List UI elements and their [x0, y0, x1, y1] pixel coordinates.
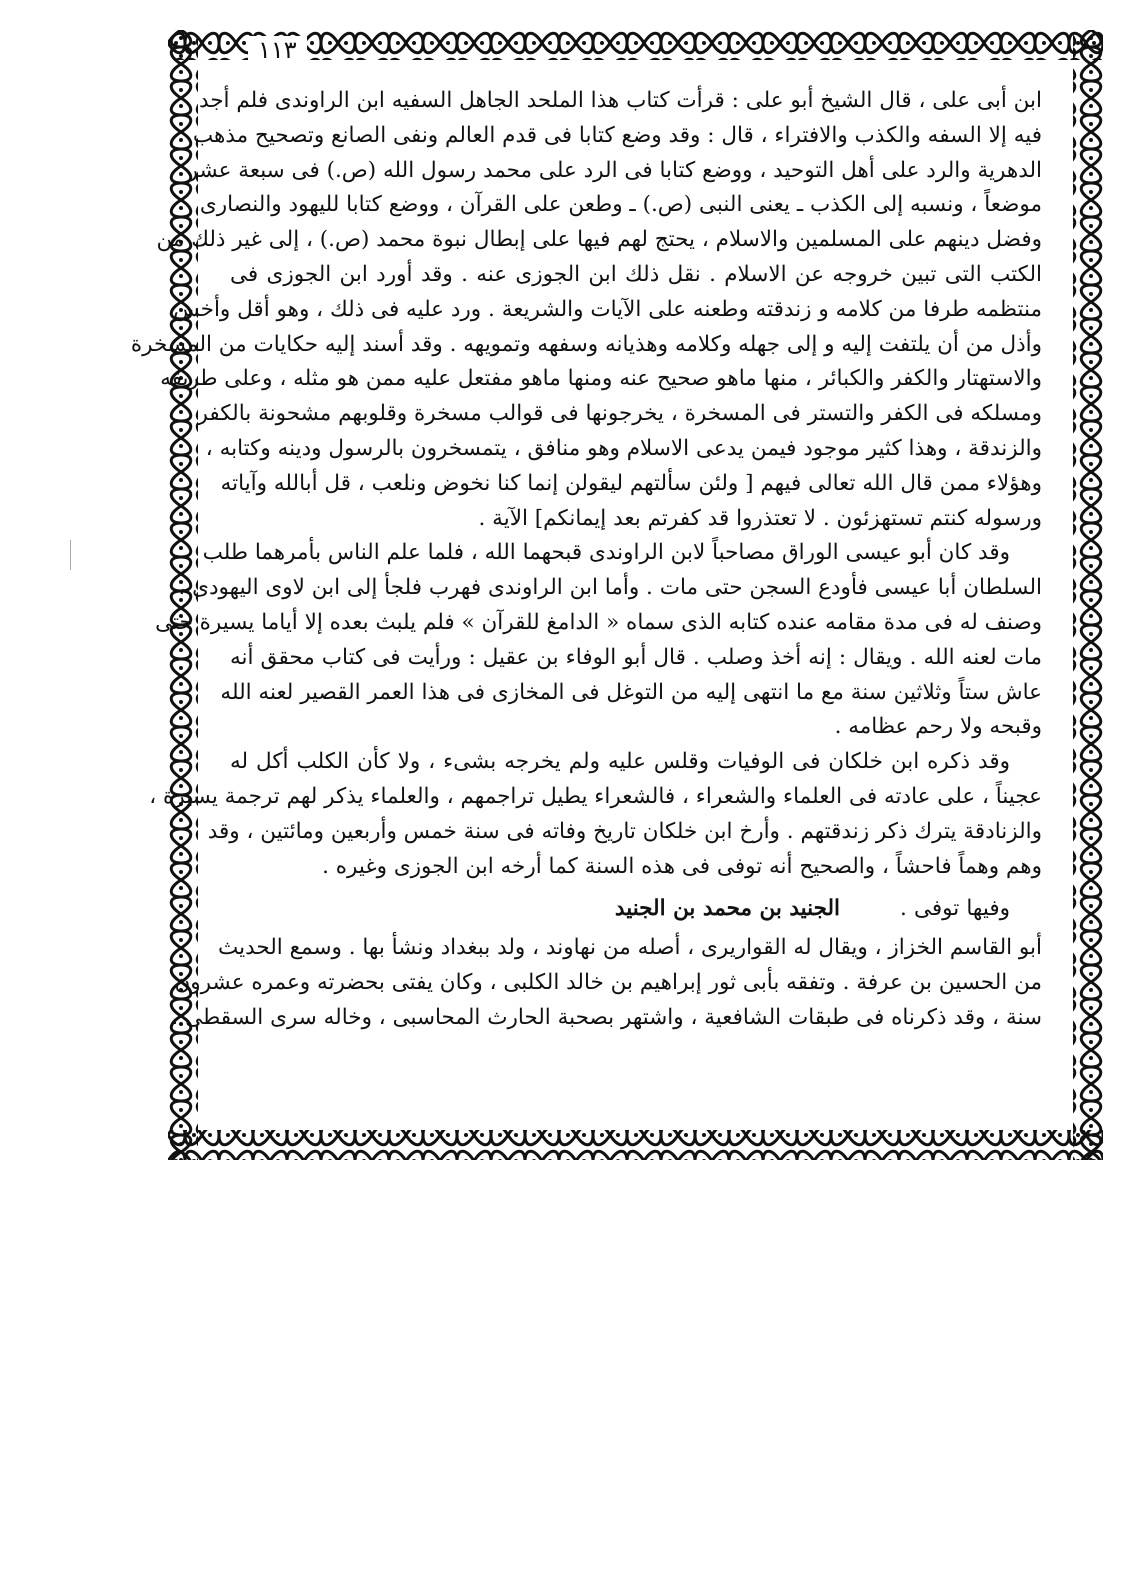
- paragraph-1: [130, 84, 1042, 536]
- text-line: والزندقة ، وهذا كثير موجود فيمن يدعى الاسلام وهو منافق ، يتمسخرون بالرسول ودينه وكتابه ،: [205, 435, 1042, 461]
- text-line: موضعاً ، ونسبه إلى الكذب ـ يعنى النبى (ص.) ـ وطعن على القرآن ، ووضع كتابا لليهود والنصارى: [199, 192, 1042, 218]
- text-line: ورسوله كنتم تستهزئون . لا تعتذروا قد كفرتم بعد إيمانكم] الآية .: [478, 505, 1042, 531]
- paragraph-4: [171, 931, 1042, 1035]
- heading-prefix: وفيها توفى .: [900, 896, 1010, 922]
- text-line: سنة ، وقد ذكرناه فى طبقات الشافعية ، واشتهر بصحبة الحارث المحاسبى ، وخاله سرى السقطى ،: [171, 1004, 1042, 1030]
- text-line: وقبحه ولا رحم عظامه .: [834, 714, 1042, 740]
- text-line: مات لعنه الله . ويقال : إنه أخذ وصلب . قال أبو الوفاء بن عقيل : ورأيت فى كتاب محقق أنه: [230, 644, 1042, 670]
- text-line: فيه إلا السفه والكذب والافتراء ، قال : وقد وضع كتابا فى قدم العالم ونفى الصانع وتصحيح مذهب: [192, 122, 1042, 148]
- page-number: ١١٣: [248, 36, 307, 64]
- text-line: وهم وهماً فاحشاً ، والصحيح أنه توفى فى هذه السنة كما أرخه ابن الجوزى وغيره .: [322, 853, 1042, 879]
- text-line: السلطان أبا عيسى فأودع السجن حتى مات . وأما ابن الراوندى فهرب فلجأ إلى ابن لاوى اليهودى ،: [178, 575, 1042, 601]
- text-line: عاش ستاً وثلاثين سنة مع ما انتهى إليه من التوغل فى المخازى فى هذا العمر القصير لعنه الله: [220, 679, 1042, 705]
- entry-heading: [230, 892, 1042, 927]
- text-line: والاستهتار والكفر والكبائر ، منها ماهو صحيح عنه ومنها ماهو مفتعل عليه ممن هو مثله ، وعلى طريقه: [160, 366, 1042, 392]
- text-line: والزنادقة يترك ذكر زندقتهم . وأرخ ابن خلكان تاريخ وفاته فى سنة خمس وأربعين ومائتين ، وقد: [207, 818, 1042, 844]
- paragraph-3: [149, 745, 1042, 884]
- text-line: وصنف له فى مدة مقامه عنده كتابه الذى سماه « الدامغ للقرآن » فلم يلبث بعده إلا أياما يسيرة حتى: [155, 609, 1042, 635]
- text-line: الدهرية والرد على أهل التوحيد ، ووضع كتابا فى الرد على محمد رسول الله (ص.) فى سبعة عشر: [187, 157, 1042, 183]
- text-line: وهؤلاء ممن قال الله تعالى فيهم [ ولئن سألتهم ليقولن إنما كنا نخوض ونلعب ، قل أبالله وآياته: [220, 470, 1042, 496]
- text-line: أبو القاسم الخزاز ، ويقال له القواريرى ، أصله من نهاوند ، ولد ببغداد ونشأ بها . وسمع الحديث: [217, 935, 1042, 961]
- text-line: ابن أبى على ، قال الشيخ أبو على : قرأت كتاب هذا الملحد الجاهل السفيه ابن الراوندى فلم أجد: [198, 88, 1042, 113]
- text-line: وأذل من أن يلتفت إليه و إلى جهله وكلامه وهذيانه وسفهه وتمويهه . وقد أسند إليه حكايات من المسخرة: [130, 331, 1042, 357]
- text-line: وقد ذكره ابن خلكان فى الوفيات وقلس عليه ولم يخرجه بشىء ، ولا كأن الكلب أكل له: [230, 749, 1010, 775]
- text-line: ومسلكه فى الكفر والتستر فى المسخرة ، يخرجونها فى قوالب مسخرة وقلوبهم مشحونة بالكفر: [197, 401, 1042, 427]
- heading-title: الجنيد بن محمد بن الجنيد: [614, 896, 840, 922]
- text-line: منتظمه طرفا من كلامه و زندقته وطعنه على الآيات والشريعة . ورد عليه فى ذلك ، وهو أقل وأخس: [173, 296, 1042, 322]
- text-line: من الحسين بن عرفة . وتفقه بأبى ثور إبراهيم بن خالد الكلبى ، وكان يفتى بحضرته وعمره عشرون: [174, 969, 1042, 995]
- margin-mark: [70, 540, 71, 570]
- text-line: وقد كان أبو عيسى الوراق مصاحباً لابن الراوندى قبحهما الله ، فلما علم الناس بأمرهما طلب: [202, 540, 1010, 566]
- paragraph-2: [155, 536, 1042, 745]
- page-body: [130, 84, 1042, 1036]
- text-line: عجيناً ، على عادته فى العلماء والشعراء ، فالشعراء يطيل تراجمهم ، والعلماء يذكر لهم ترجمة يسيرة ،: [149, 783, 1042, 809]
- text-line: وفضل دينهم على المسلمين والاسلام ، يحتج لهم فيها على إبطال نبوة محمد (ص.) ، إلى غير ذلك من: [156, 227, 1042, 253]
- text-line: الكتب التى تبين خروجه عن الاسلام . نقل ذلك ابن الجوزى عنه . وقد أورد ابن الجوزى فى: [230, 261, 1042, 287]
